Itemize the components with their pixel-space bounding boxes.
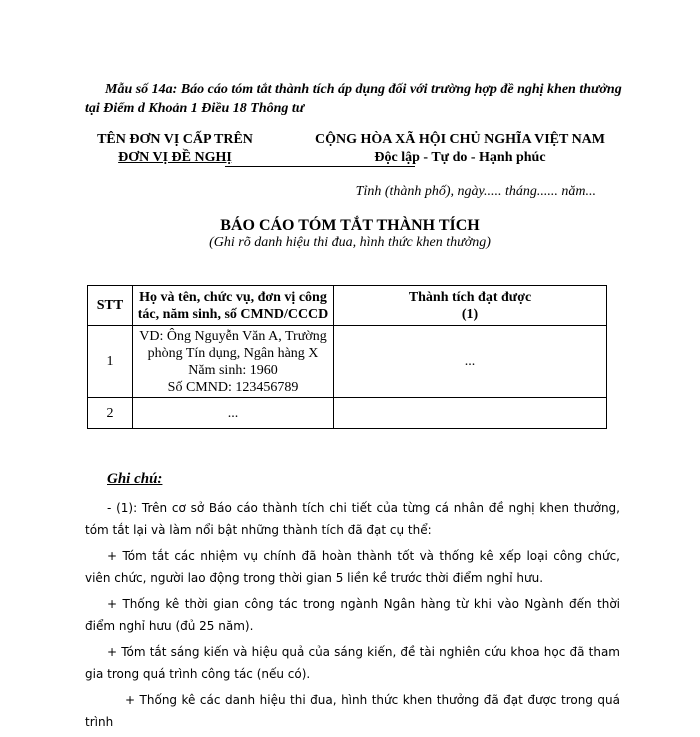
note-paragraph: + Tóm tắt các nhiệm vụ chính đã hoàn thành tốt và thống kê xếp loại công chức, viên chức, người lao động trong thời gian 5 liền kề trước thời điểm nghỉ hưu. [85, 549, 620, 585]
notes-heading: Ghi chú: [107, 471, 163, 487]
national-motto-block [290, 131, 630, 167]
cell-stt: 1 [88, 326, 133, 398]
table-header-row [88, 286, 607, 326]
note-paragraph: + Thống kê các danh hiệu thi đua, hình thức khen thưởng đã đạt được trong quá trình [85, 693, 620, 729]
cell-achievement [334, 398, 607, 429]
report-title: BÁO CÁO TÓM TẮT THÀNH TÍCH [220, 217, 480, 234]
national-motto: Độc lập - Tự do - Hạnh phúc [374, 150, 546, 165]
achievement-table [87, 285, 607, 429]
header-stt: STT [88, 286, 133, 326]
note-paragraph: + Tóm tắt sáng kiến và hiệu quả của sáng kiến, đề tài nghiên cứu khoa học đã tham gia trong quá trình công tác (nếu có). [85, 645, 620, 681]
report-subtitle: (Ghi rõ danh hiệu thi đua, hình thức khen thưởng) [209, 235, 491, 250]
parent-unit-name: TÊN ĐƠN VỊ CẤP TRÊN [97, 132, 253, 147]
table-row [88, 398, 607, 429]
proposing-unit-name: ĐƠN VỊ ĐỀ NGHỊ [118, 150, 232, 165]
cell-stt: 2 [88, 398, 133, 429]
cell-person-info: VD: Ông Nguyễn Văn A, Trường phòng Tín dụng, Ngân hàng X Năm sinh: 1960 Số CMND: 123456789 [133, 326, 334, 398]
table-row [88, 326, 607, 398]
country-name: CỘNG HÒA XÃ HỘI CHỦ NGHĨA VIỆT NAM [314, 132, 605, 147]
place-date-line: Tỉnh (thành phố), ngày..... tháng...... năm... [355, 184, 596, 199]
cell-person-info: ... [133, 398, 334, 429]
note-paragraph: - (1): Trên cơ sở Báo cáo thành tích chi tiết của từng cá nhân đề nghị khen thưởng, tóm tắt lại và làm nổi bật những thành tích đã đạt cụ thể: [85, 501, 620, 537]
issuing-unit-block [75, 131, 275, 167]
cell-achievement: ... [334, 326, 607, 398]
notes-body [85, 497, 620, 737]
header-person-info: Họ và tên, chức vụ, đơn vị công tác, năm sinh, số CMND/CCCD [133, 286, 334, 326]
form-title: Mẫu số 14a: Báo cáo tóm tắt thành tích áp dụng đối với trường hợp đề nghị khen thưởng tại Điểm d Khoản 1 Điều 18 Thông tư [85, 82, 622, 116]
header-divider [225, 166, 415, 167]
note-paragraph: + Thống kê thời gian công tác trong ngành Ngân hàng từ khi vào Ngành đến thời điểm nghỉ hưu (đủ 25 năm). [85, 597, 620, 633]
header-achievement: Thành tích đạt được (1) [334, 286, 607, 326]
